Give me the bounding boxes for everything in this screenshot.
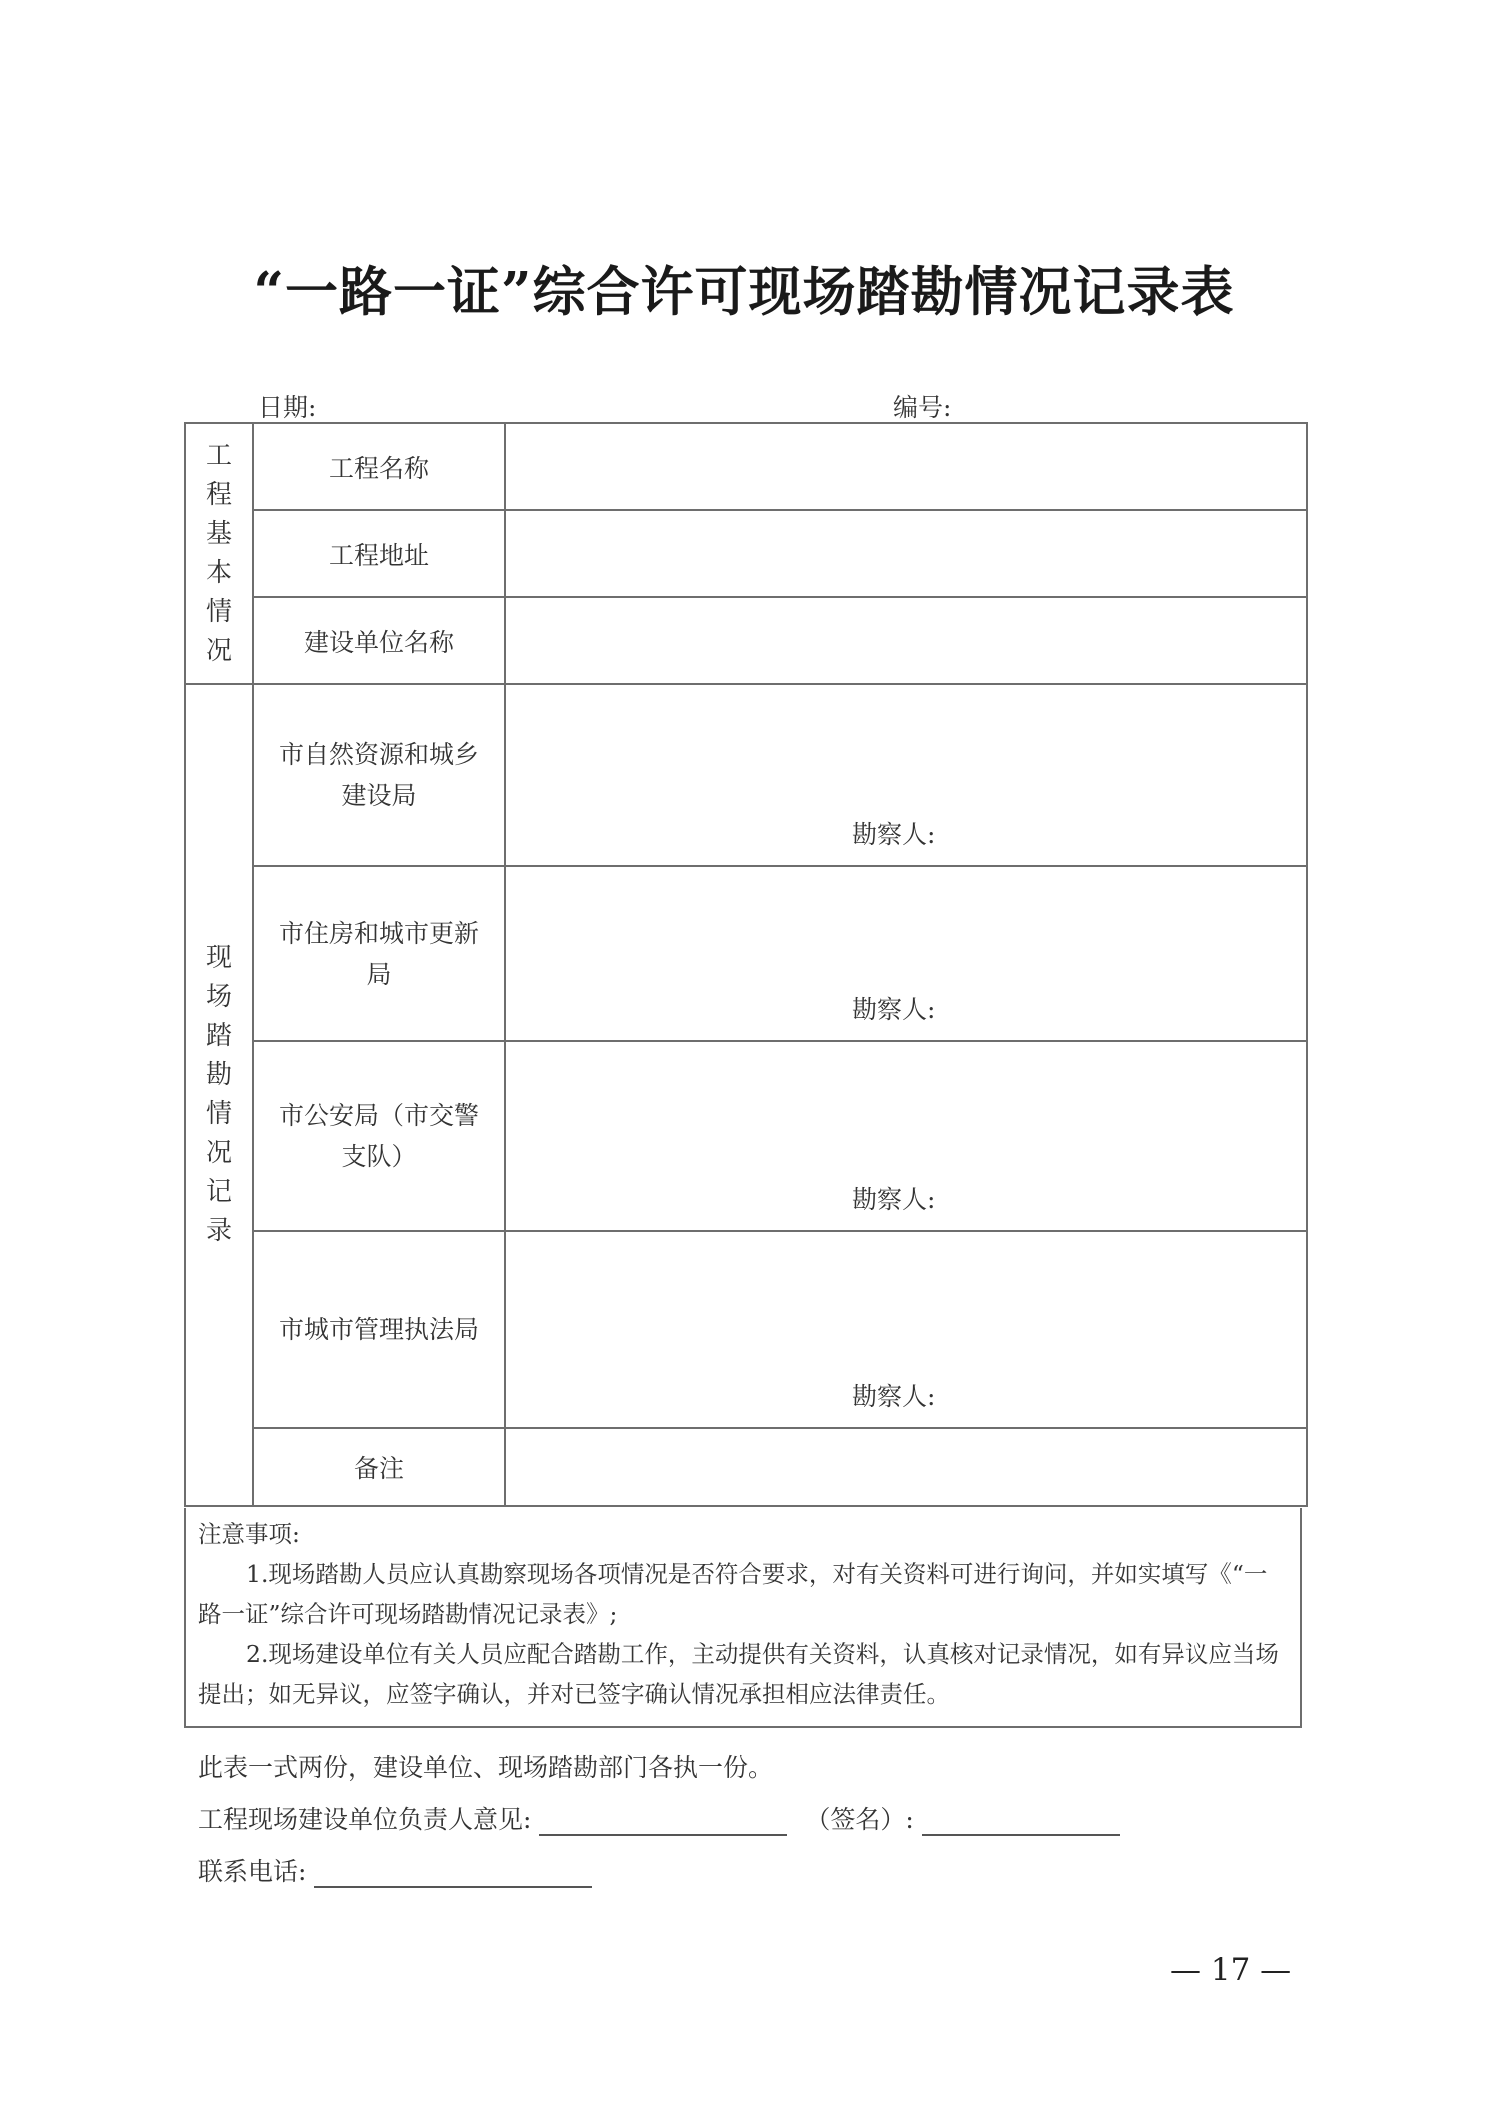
- inspector-label: 勘察人:: [852, 820, 936, 849]
- project-name-field[interactable]: [505, 423, 1307, 510]
- record-table: [184, 422, 1308, 1507]
- inspector-label: 勘察人:: [852, 1382, 936, 1411]
- table-row: [185, 1428, 1307, 1506]
- dept-natural-resources-record[interactable]: [505, 684, 1307, 866]
- phone-label: 联系电话:: [198, 1857, 307, 1886]
- notes-item-2: 2.现场建设单位有关人员应配合踏勘工作，主动提供有关资料，认真核对记录情况，如有异议应当场提出；如无异议，应签字确认，并对已签字确认情况承担相应法律责任。: [198, 1640, 1279, 1708]
- table-row: [185, 1231, 1307, 1428]
- inspection-section-label-cell: [185, 684, 253, 1506]
- notes-item-1: 1.现场踏勘人员应认真勘察现场各项情况是否符合要求，对有关资料可进行询问，并如实填写《“一路一证”综合许可现场踏勘情况记录表》;: [198, 1560, 1268, 1628]
- dept-housing: 市住房和城市更新局: [253, 866, 505, 1041]
- table-row: [185, 684, 1307, 866]
- basic-info-section-label-cell: [185, 423, 253, 684]
- inspector-label: 勘察人:: [852, 995, 936, 1024]
- opinion-line: [198, 1800, 1120, 1836]
- phone-field[interactable]: [314, 1858, 592, 1888]
- inspection-section-label: 现场踏勘情况记录: [206, 943, 233, 1246]
- project-name-label: 工程名称: [253, 423, 505, 510]
- form-title: “一路一证”综合许可现场踏勘情况记录表: [253, 261, 1235, 323]
- page-number: — 17 —: [1170, 1952, 1292, 1988]
- notes-heading: 注意事项:: [198, 1520, 300, 1548]
- construction-unit-field[interactable]: [505, 597, 1307, 684]
- signature-field[interactable]: [922, 1806, 1120, 1836]
- remarks-field[interactable]: [505, 1428, 1307, 1506]
- project-address-label: 工程地址: [253, 510, 505, 597]
- table-row: [185, 1041, 1307, 1231]
- dept-housing-record[interactable]: [505, 866, 1307, 1041]
- dept-public-security-record[interactable]: [505, 1041, 1307, 1231]
- opinion-label: 工程现场建设单位负责人意见:: [198, 1805, 532, 1834]
- dept-urban-management: 市城市管理执法局: [253, 1231, 505, 1428]
- sign-label: （签名）:: [805, 1805, 914, 1834]
- phone-line: [198, 1852, 592, 1888]
- table-row: [185, 597, 1307, 684]
- table-row: [185, 866, 1307, 1041]
- copies-note: 此表一式两份，建设单位、现场踏勘部门各执一份。: [198, 1753, 774, 1782]
- opinion-field[interactable]: [539, 1806, 787, 1836]
- number-label: 编号:: [893, 393, 952, 422]
- dept-public-security: 市公安局（市交警支队）: [253, 1041, 505, 1231]
- construction-unit-label: 建设单位名称: [253, 597, 505, 684]
- inspector-label: 勘察人:: [852, 1185, 936, 1214]
- table-row: [185, 510, 1307, 597]
- date-label: 日期:: [258, 393, 317, 422]
- dept-urban-management-record[interactable]: [505, 1231, 1307, 1428]
- project-address-field[interactable]: [505, 510, 1307, 597]
- basic-info-section-label: 工程基本情况: [206, 440, 233, 666]
- dept-natural-resources: 市自然资源和城乡建设局: [253, 684, 505, 866]
- table-row: [185, 423, 1307, 510]
- notes-box: [184, 1508, 1302, 1728]
- remarks-label: 备注: [253, 1428, 505, 1506]
